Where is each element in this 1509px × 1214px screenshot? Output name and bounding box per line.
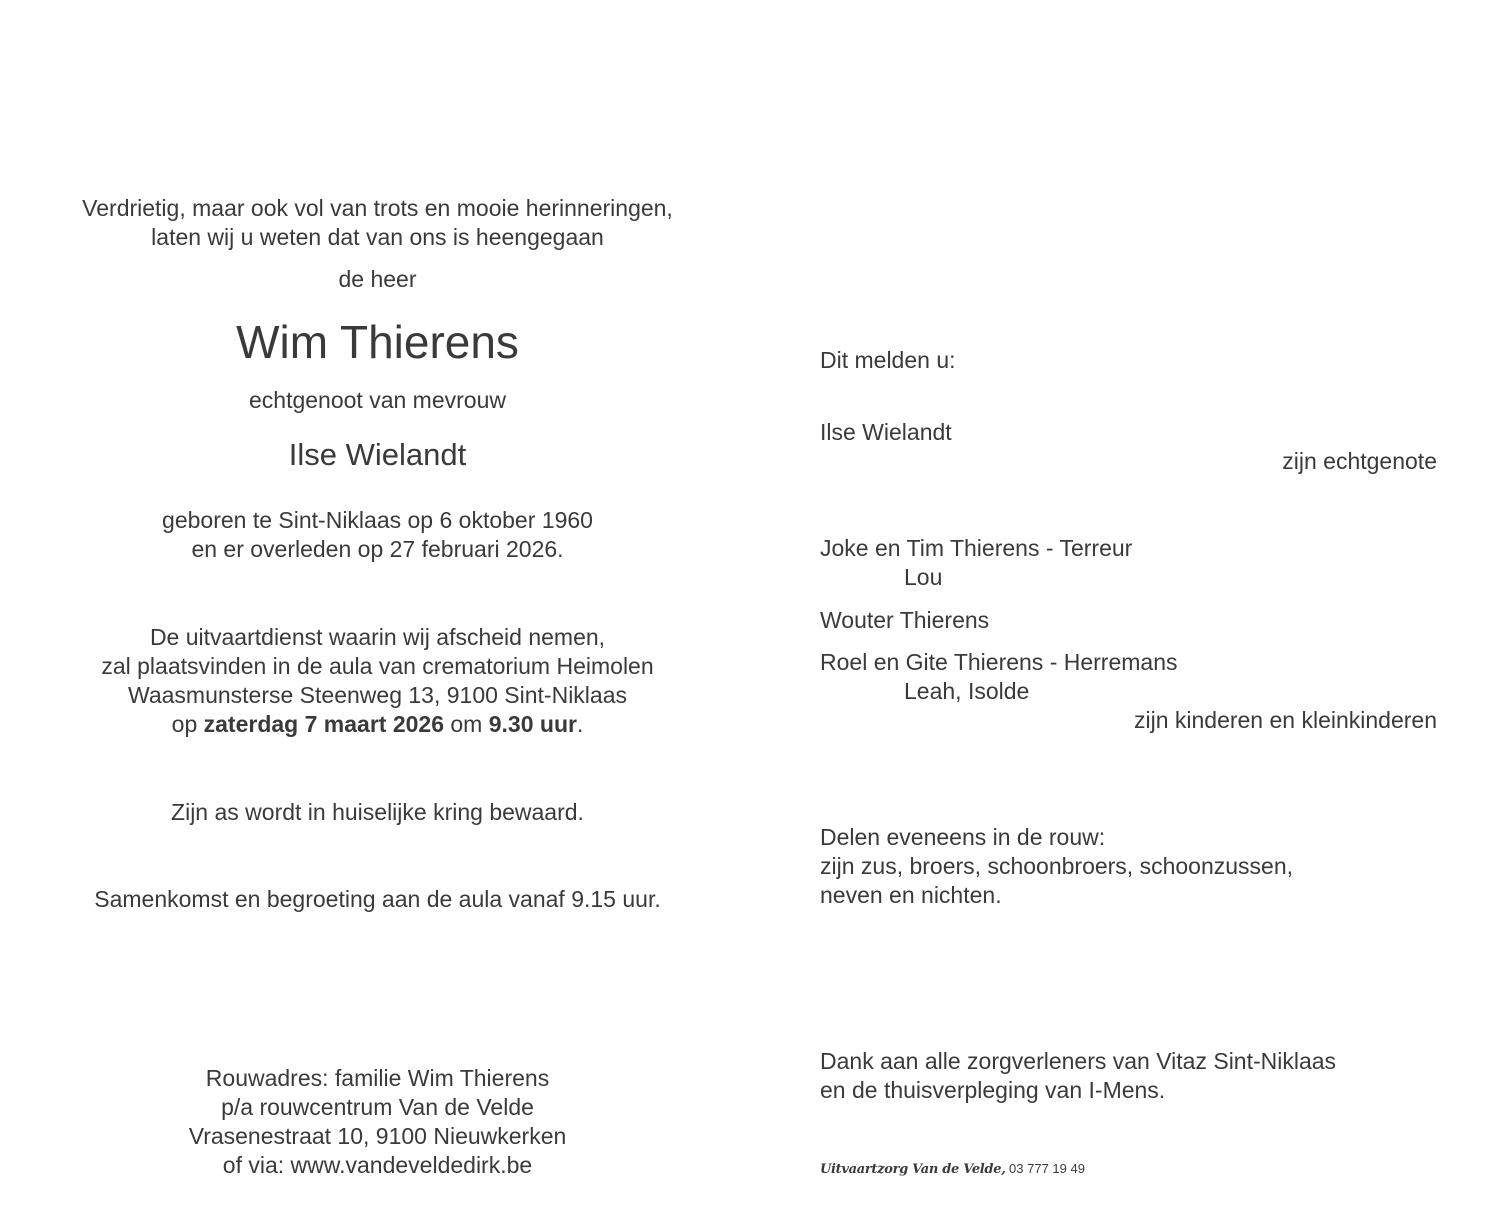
family-spouse-role: zijn echtgenote <box>1282 448 1437 474</box>
service-line-1: De uitvaartdienst waarin wij afscheid nemen, <box>149 624 606 650</box>
family-child-1: Joke en Tim Thierens - Terreur <box>820 535 1133 561</box>
born-line: geboren te Sint-Niklaas op 6 oktober 1960 <box>162 507 593 533</box>
service-date: zaterdag 7 maart 2026 <box>203 711 444 737</box>
announce-intro: Dit melden u: <box>820 347 956 373</box>
title-text: de heer <box>338 266 417 292</box>
spouse-name: Ilse Wielandt <box>288 437 467 472</box>
service-date-middle: om <box>444 711 489 737</box>
service-date-prefix: op <box>171 711 204 737</box>
family-child-1-kids: Lou <box>904 564 943 590</box>
also-mourning-line-2: zijn zus, broers, schoonbroers, schoonzussen, <box>820 853 1294 879</box>
funeral-home-phone: 03 777 19 49 <box>1005 1161 1085 1176</box>
family-children-role: zijn kinderen en kleinkinderen <box>1133 707 1437 733</box>
thanks-line-1: Dank aan alle zorgverleners van Vitaz Sint-Niklaas <box>820 1048 1337 1074</box>
address-line-1: Rouwadres: familie Wim Thierens <box>205 1065 550 1091</box>
address-line-3: Vrasenestraat 10, 9100 Nieuwkerken <box>188 1123 567 1149</box>
service-line-3: Waasmunsterse Steenweg 13, 9100 Sint-Niklaas <box>127 682 627 708</box>
family-spouse-name: Ilse Wielandt <box>820 419 952 445</box>
family-child-3-kids: Leah, Isolde <box>904 678 1030 704</box>
funeral-home-credit <box>820 1161 1085 1178</box>
deceased-name: Wim Thierens <box>236 316 519 368</box>
service-date-line <box>0 710 755 739</box>
address-line-4: of via: www.vandeveldedirk.be <box>222 1152 533 1178</box>
service-date-suffix: . <box>576 711 584 737</box>
funeral-home-name: Uitvaartzorg Van de Velde, <box>820 1162 1006 1177</box>
ashes-line: Zijn as wordt in huiselijke kring bewaard. <box>171 799 584 825</box>
service-time: 9.30 uur <box>488 711 577 737</box>
service-line-2: zal plaatsvinden in de aula van crematorium Heimolen <box>101 653 654 679</box>
intro-line-2: laten wij u weten dat van ons is heengegaan <box>151 224 604 250</box>
spouse-intro: echtgenoot van mevrouw <box>249 387 506 413</box>
also-mourning-line-3: neven en nichten. <box>820 882 1002 908</box>
family-child-3: Roel en Gite Thierens - Herremans <box>820 649 1178 675</box>
thanks-line-2: en de thuisverpleging van I-Mens. <box>820 1077 1166 1103</box>
address-line-2: p/a rouwcentrum Van de Velde <box>221 1094 534 1120</box>
family-child-2: Wouter Thierens <box>820 607 990 633</box>
died-line: en er overleden op 27 februari 2026. <box>191 536 564 562</box>
intro-line-1: Verdrietig, maar ook vol van trots en mooie herinneringen, <box>82 195 673 221</box>
also-mourning-line-1: Delen eveneens in de rouw: <box>820 824 1106 850</box>
gathering-line: Samenkomst en begroeting aan de aula vanaf 9.15 uur. <box>94 886 661 912</box>
